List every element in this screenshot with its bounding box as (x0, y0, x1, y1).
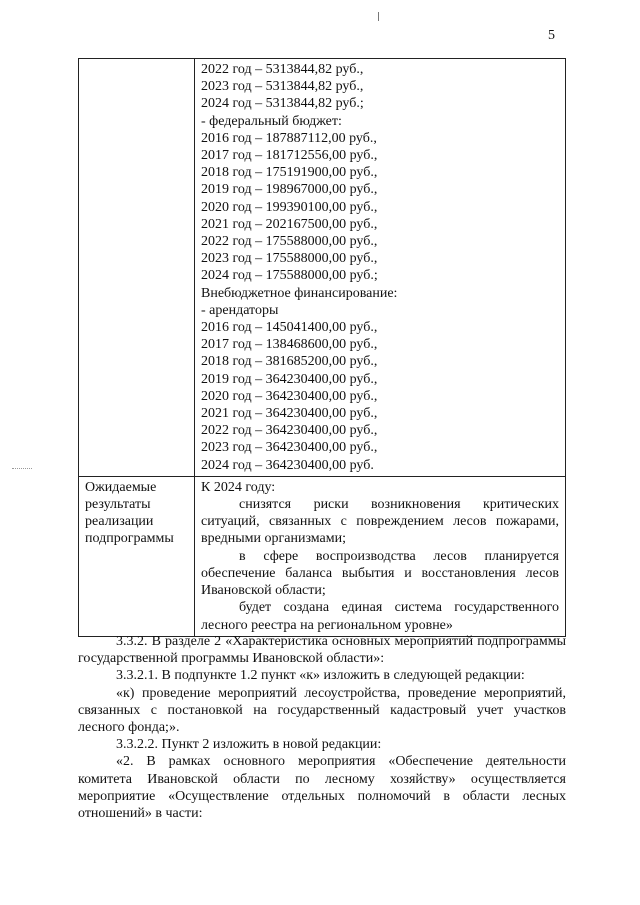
funding-line: 2023 год – 5313844,82 руб., (201, 79, 364, 95)
funding-line: 2023 год – 175588000,00 руб., (201, 251, 378, 267)
result-item: в сфере воспроизводства лесов планируется обеспечение баланса выбытия и восстановления лесов Ивановской области; (201, 548, 559, 599)
result-item: будет создана единая система государственного лесного реестра на региональном уровне» (201, 600, 559, 633)
results-row (79, 476, 566, 636)
funding-line: 2021 год – 202167500,00 руб., (201, 216, 378, 232)
paragraph: 3.3.2.1. В подпункте 1.2 пункт «к» изложить в следующей редакции: (116, 668, 525, 684)
result-item: снизятся риски возникновения критических ситуаций, связанных с повреждением лесов пожарами, вредными организмами; (201, 497, 559, 547)
paragraph: «2. В рамках основного мероприятия «Обеспечение деятельности комитета Ивановской области по лесному хозяйству» осуществляется мероприятие «Осуществление отдельных полномочий в области лесных отношений» в части: (78, 754, 566, 822)
funding-label-cell (79, 59, 195, 477)
paragraph: «к) проведение мероприятий лесоустройства, проведение мероприятий, связанных с постановкой на государственный кадастровый учет участков лесного фонда;». (78, 685, 566, 736)
funding-line: 2022 год – 364230400,00 руб., (201, 423, 378, 439)
page-number: 5 (548, 28, 555, 43)
results-value-cell (195, 476, 566, 636)
funding-line: 2019 год – 364230400,00 руб., (201, 371, 378, 387)
scan-speck (378, 12, 379, 21)
funding-line: 2019 год – 198967000,00 руб., (201, 182, 378, 198)
funding-line: 2024 год – 364230400,00 руб. (201, 457, 374, 473)
funding-line: 2017 год – 181712556,00 руб., (201, 148, 378, 164)
funding-value-cell (195, 59, 566, 477)
funding-line: - федеральный бюджет: (201, 113, 342, 129)
paragraph: 3.3.2. В разделе 2 «Характеристика основных мероприятий подпрограммы государственной программы Ивановской области»: (78, 634, 566, 667)
funding-line: 2021 год – 364230400,00 руб., (201, 406, 378, 422)
funding-line: Внебюджетное финансирование: (201, 285, 398, 301)
funding-line: 2023 год – 364230400,00 руб., (201, 440, 378, 456)
funding-line: 2020 год – 364230400,00 руб., (201, 388, 378, 404)
funding-line: 2017 год – 138468600,00 руб., (201, 337, 378, 353)
funding-line: - арендаторы (201, 302, 279, 318)
funding-line: 2016 год – 145041400,00 руб., (201, 320, 378, 336)
body-text (78, 633, 566, 822)
funding-line: 2020 год – 199390100,00 руб., (201, 199, 378, 215)
funding-line: 2024 год – 175588000,00 руб.; (201, 268, 378, 284)
results-intro: К 2024 году: (201, 479, 276, 495)
paragraph: 3.3.2.2. Пункт 2 изложить в новой редакции: (116, 737, 382, 753)
funding-line: 2024 год – 5313844,82 руб.; (201, 96, 364, 112)
margin-mark (12, 468, 32, 470)
funding-line: 2018 год – 175191900,00 руб., (201, 165, 378, 181)
funding-row (79, 59, 566, 477)
results-items (201, 496, 559, 634)
results-label-cell: Ожидаемые результаты реализации подпрограммы (79, 476, 195, 636)
funding-lines (201, 61, 559, 474)
subprogram-passport-table (78, 58, 566, 637)
funding-line: 2022 год – 175588000,00 руб., (201, 234, 378, 250)
funding-line: 2018 год – 381685200,00 руб., (201, 354, 378, 370)
funding-line: 2022 год – 5313844,82 руб., (201, 62, 364, 77)
funding-line: 2016 год – 187887112,00 руб., (201, 130, 377, 146)
